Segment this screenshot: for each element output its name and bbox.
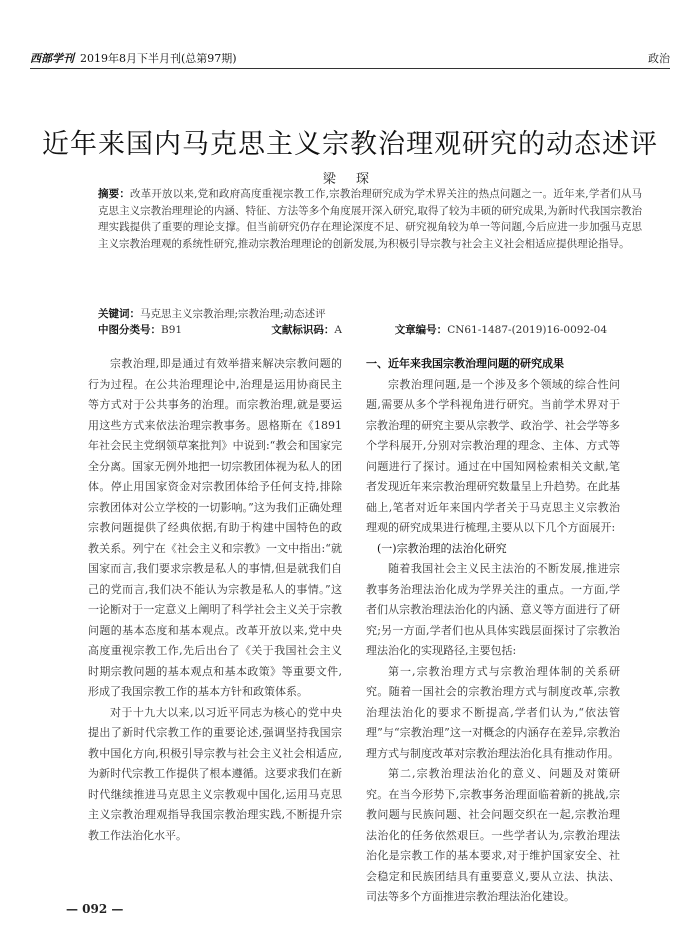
article-id-value: CN61-1487-(2019)16-0092-04: [447, 324, 608, 336]
journal-name: 西部学刊: [30, 52, 74, 65]
body-paragraph: 随着我国社会主义民主法治的不断发展,推进宗教事务治理法治化成为学界关注的重点。一方面,学者们从宗教治理法治化的内涵、意义等方面进行了研究;另一方面,学者们也从具体实践层面探讨了宗教治理法治化的实现路径,主要包括:: [366, 562, 620, 657]
page-number: — 092 —: [66, 902, 124, 916]
body-paragraph: 宗教治理问题,是一个涉及多个领域的综合性问题,需要从多个学科视角进行研究。当前学术界对于宗教治理的研究主要从宗教学、政治学、社会学等多个学科展开,分别对宗教治理的理念、主体、方式等问题进行了探讨。通过在中国知网检索相关文献,笔者发现近年来宗教治理研究数量呈上升趋势。在此基础上,笔者对近年来国内学者关于马克思主义宗教治理观的研究成果进行梳理,主要从以下几个方面展开:: [366, 377, 620, 534]
doc-code-label: 文献标识码：: [271, 324, 335, 336]
body-paragraph: 第二,宗教治理法治化的意义、问题及对策研究。在当今形势下,宗教事务治理面临着新的挑战,宗教问题与民族问题、社会问题交织在一起,宗教治理法治化的任务依然艰巨。一些学者认为,宗教治理法治化是宗教工作的基本要求,对于维护国家安全、社会稳定和民族团结具有重要意义,要从立法、执法、司法等多个方面推进宗教治理法治化建设。: [366, 767, 620, 903]
section-label: 政治: [648, 52, 670, 65]
doc-code-value: A: [334, 324, 342, 336]
abstract: [98, 186, 642, 252]
subsection-heading: (一)宗教治理的法治化研究: [377, 541, 507, 555]
journal-info: [30, 50, 237, 66]
clc-label: 中图分类号：: [98, 324, 161, 336]
author-name: 梁 琛: [322, 172, 378, 187]
abstract-label: 摘要：: [98, 188, 131, 200]
keywords-text: 马克思主义宗教治理;宗教治理;动态述评: [140, 308, 326, 320]
body-paragraph: 第一,宗教治理方式与宗教治理体制的关系研究。随着一国社会的宗教治理方式与制度改革,宗教治理法治化的要求不断提高,学者们认为,“依法管理”与“宗教治理”这一对概念的内涵存在差异,宗教治理方式与制度改革对宗教治理法治化具有推动作用。: [366, 664, 620, 760]
body-paragraph: 宗教治理,即是通过有效举措来解决宗教问题的行为过程。在公共治理理论中,治理是运用协商民主等方式对于公共事务的治理。而宗教治理,就是要运用这些方式来依法治理宗教事务。恩格斯在《1891年社会民主党纲领草案批判》中说到:“教会和国家完全分离。国家无例外地把一切宗教团体视为私人的团体。停止用国家资金对宗教团体给予任何支持,排除宗教团体对公立学校的一切影响。”这为我们正确处理宗教问题提供了经典依据,有助于构建中国特色的政教关系。列宁在《社会主义和宗教》一文中指出:“就国家而言,我们要求宗教是私人的事情,但是就我们自己的党而言,我们决不能认为宗教是私人的事情。”这一论断对于一定意义上阐明了科学社会主义关于宗教问题的基本态度和基本观点。改革开放以来,党中央高度重视宗教工作,先后出台了《关于我国社会主义时期宗教问题的基本观点和基本政策》等重要文件,形成了我国宗教工作的基本方针和政策体系。: [88, 357, 342, 698]
body-paragraph: 对于十九大以来,以习近平同志为核心的党中央提出了新时代宗教工作的重要论述,强调坚持我国宗教中国化方向,积极引导宗教与社会主义社会相适应,为新时代宗教工作提供了根本遵循。这要求我们在新时代继续推进马克思主义宗教观中国化,运用马克思主义宗教治理观指导我国宗教治理实践,不断提升宗教工作法治化水平。: [88, 705, 342, 842]
abstract-text: 改革开放以来,党和政府高度重视宗教工作,宗教治理研究成为学术界关注的热点问题之一。近年来,学者们从马克思主义宗教治理理论的内涵、特征、方法等多个角度展开深入研究,取得了较为丰硕的研究成果,为新时代我国宗教治理实践提供了重要的理论支撑。但当前研究仍存在理论深度不足、研究视角较为单一等问题,今后应进一步加强马克思主义宗教治理观的系统性研究,推动宗教治理理论的创新发展,为积极引导宗教与社会主义社会相适应提供理论指导。: [98, 188, 643, 250]
article-title: 近年来国内马克思主义宗教治理观研究的动态述评: [42, 129, 658, 160]
keywords: [98, 306, 642, 321]
left-column: [88, 354, 342, 846]
article-id-label: 文章编号：: [394, 324, 448, 336]
clc-value: B91: [161, 324, 183, 336]
header-rule: [30, 68, 670, 69]
section-heading: 一、近年来我国宗教治理问题的研究成果: [366, 357, 564, 370]
issue-info: 2019年8月下半月刊(总第97期): [80, 52, 237, 65]
running-header: [30, 50, 670, 70]
article-meta: [98, 322, 642, 337]
keywords-label: 关键词：: [98, 308, 140, 320]
right-column: [366, 354, 620, 908]
